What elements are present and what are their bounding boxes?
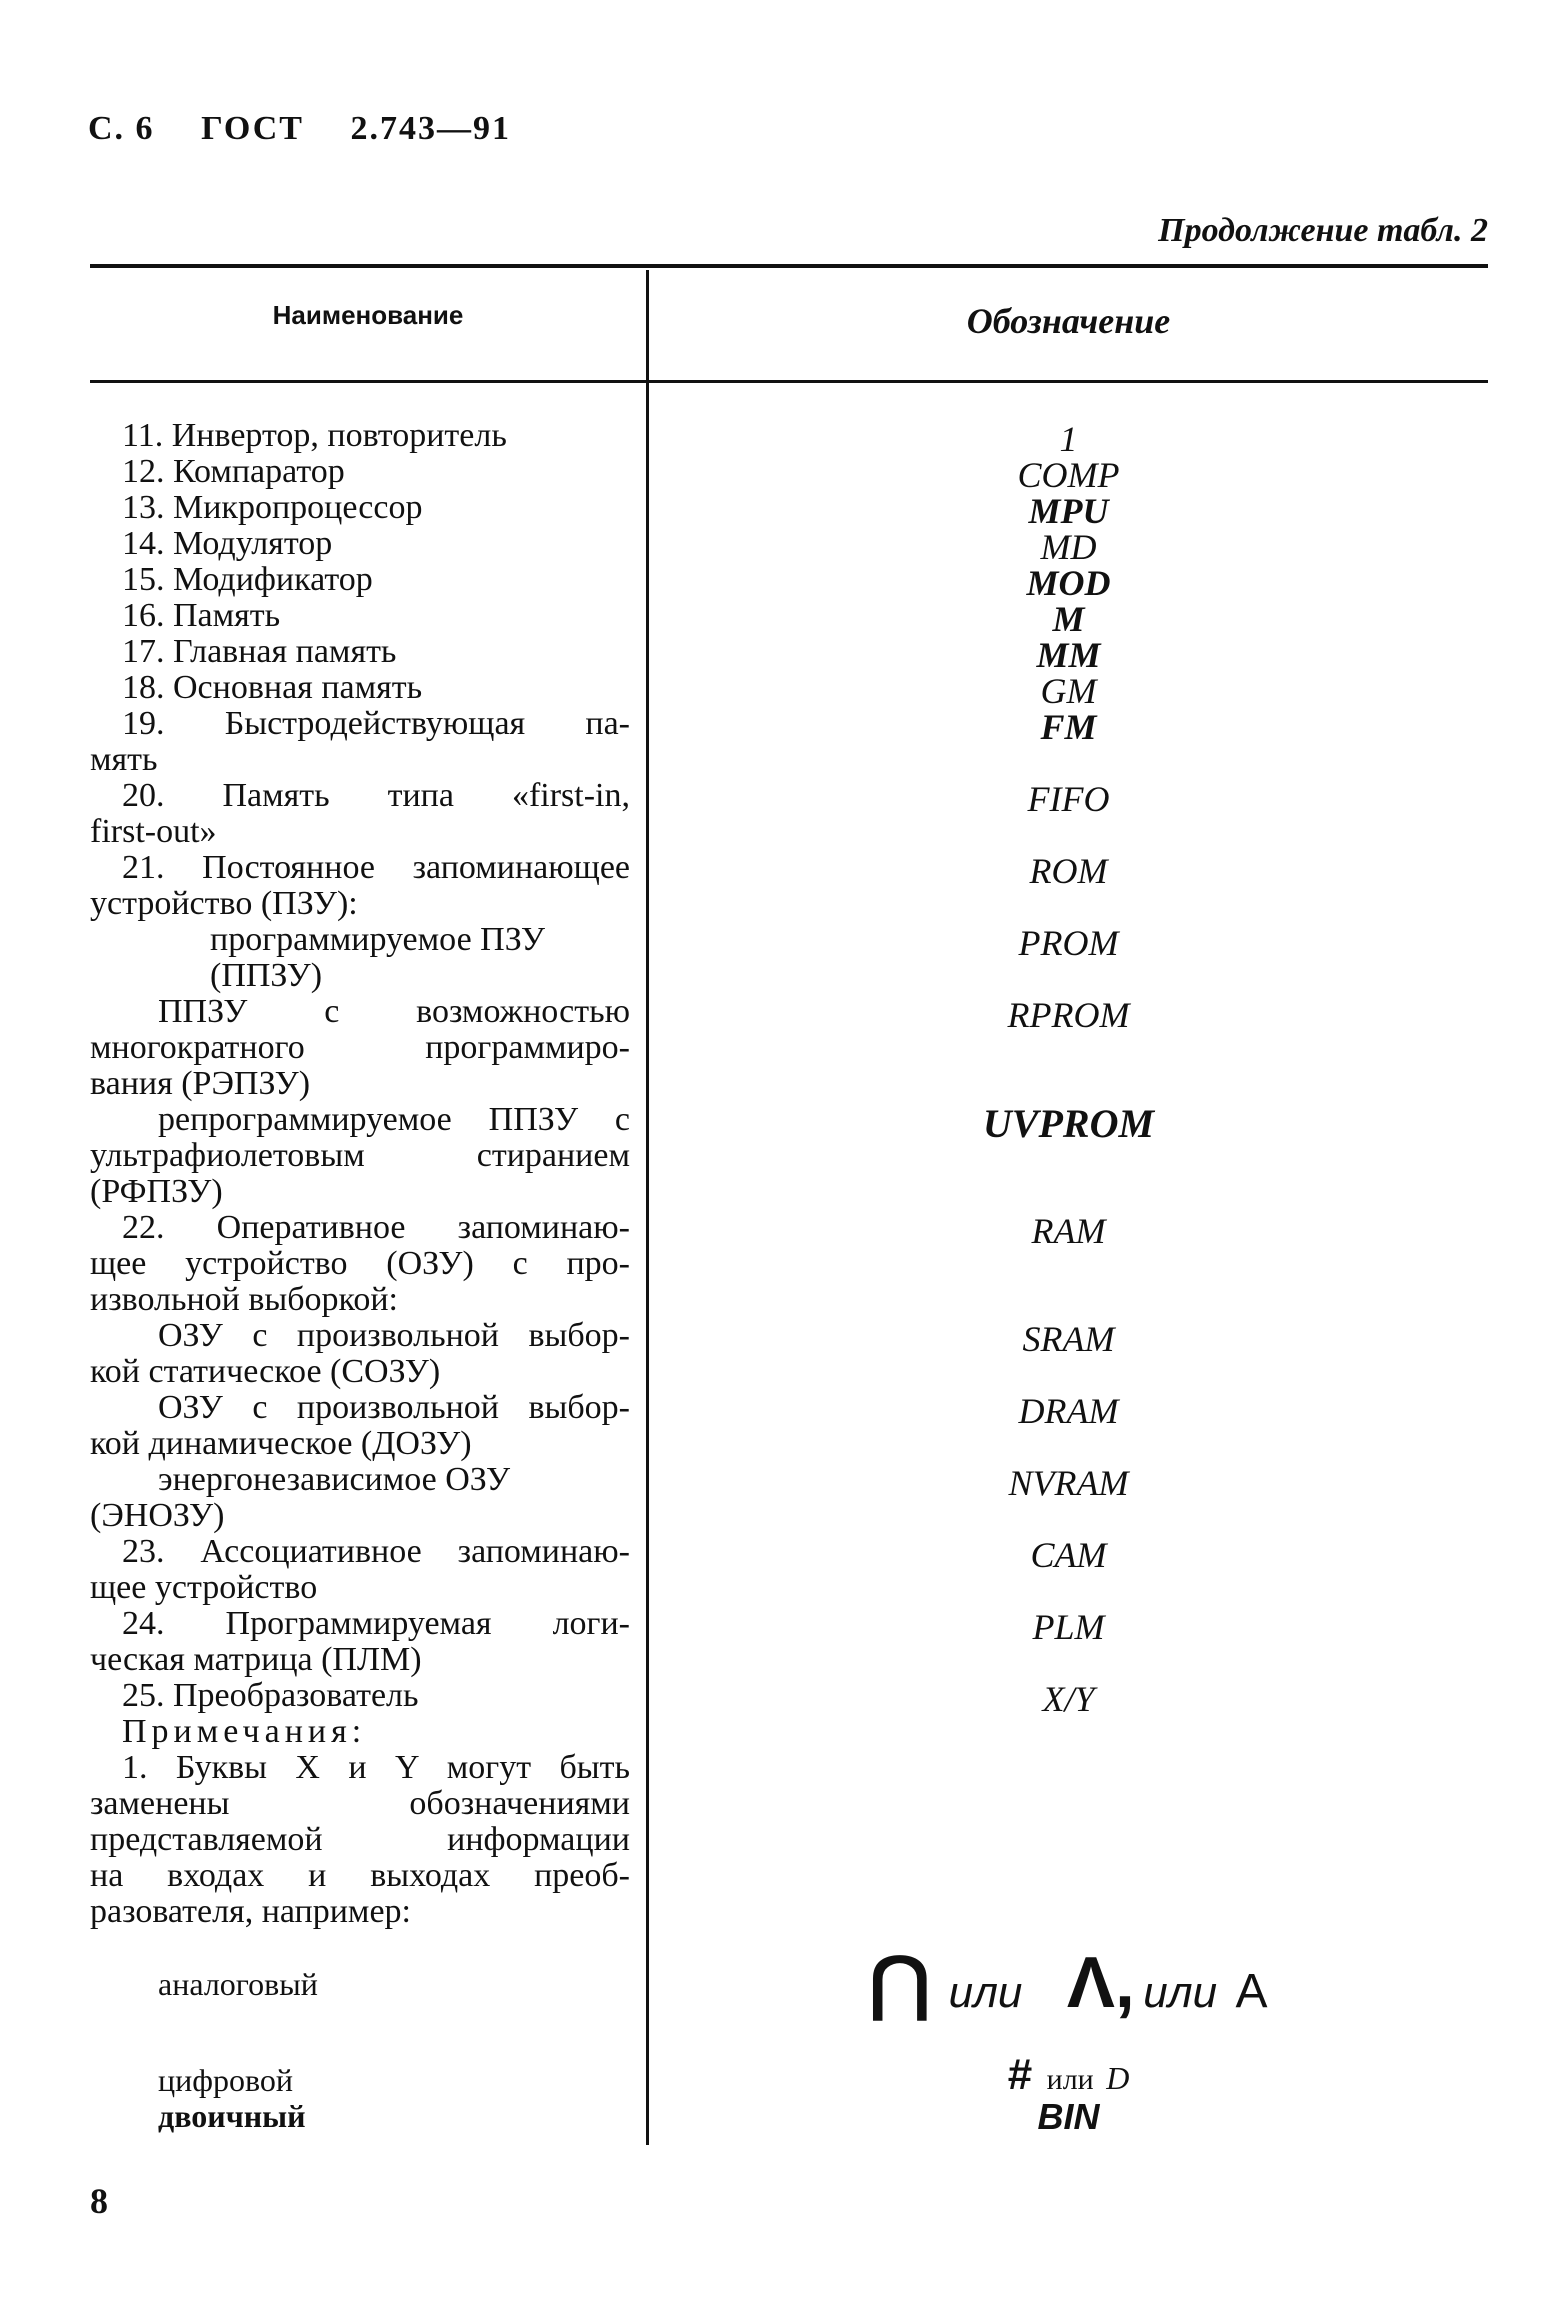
list-item-cont: кой динамическое (ДОЗУ): [90, 1425, 472, 1462]
list-item: 17. Главная память: [122, 633, 397, 670]
list-item: 16. Память: [122, 597, 281, 634]
list-item-cont: кой статическое (СОЗУ): [90, 1353, 441, 1390]
list-item-cont: (ППЗУ): [210, 957, 323, 994]
symbol-cell: RAM: [1031, 1211, 1106, 1251]
list-item-cont: вания (РЭПЗУ): [90, 1065, 311, 1102]
list-item: 15. Модификатор: [122, 561, 373, 598]
note-line: на входах и выходах преоб-: [90, 1857, 630, 1894]
list-item-cont: ультрафиолетовым стиранием: [90, 1137, 630, 1174]
list-item: 22. Оперативное запоминаю-: [122, 1209, 630, 1246]
notes-heading: Примечания:: [122, 1713, 367, 1750]
list-item: энергонезависимое ОЗУ: [158, 1461, 511, 1498]
note-line: разователя, например:: [90, 1893, 411, 1930]
symbol-cell: MD: [1040, 527, 1097, 567]
list-item-cont: щее устройство (ОЗУ) с про-: [90, 1245, 630, 1282]
column-header-symbol: Обозначение: [966, 301, 1171, 341]
symbol-cell: 1: [1059, 419, 1078, 459]
list-item: 11. Инвертор, повторитель: [122, 417, 507, 454]
note-line: представляемой информации: [90, 1821, 630, 1858]
standard-number: 2.743—91: [350, 110, 511, 147]
list-item: 20. Память типа «first-in,: [122, 777, 630, 814]
symbol-cell: ROM: [1029, 851, 1108, 891]
symbol-cell: SRAM: [1022, 1319, 1115, 1359]
binary-label: двоичный: [158, 2098, 306, 2134]
analog-cap-icon: ⋂: [869, 1943, 931, 2023]
list-item: 25. Преобразователь: [122, 1677, 419, 1714]
digital-symbols: [649, 2050, 1488, 2100]
list-item: 18. Основная память: [122, 669, 423, 706]
standard-label: ГОСТ: [201, 110, 304, 147]
analog-letter: A: [1235, 1965, 1268, 2018]
list-item-cont: устройство (ПЗУ):: [90, 885, 358, 922]
list-item: 13. Микропроцессор: [122, 489, 423, 526]
list-item: 14. Модулятор: [122, 525, 333, 562]
analog-label: аналоговый: [158, 1966, 318, 2002]
analog-wedge-icon: Λ,: [1066, 1943, 1135, 2023]
symbol-cell: FM: [1040, 707, 1097, 747]
symbol-cell: NVRAM: [1008, 1463, 1129, 1503]
list-item: 24. Программируемая логи-: [122, 1605, 630, 1642]
symbol-cell: FIFO: [1027, 779, 1110, 819]
symbol-cell: PLM: [1032, 1607, 1105, 1647]
list-item-cont: извольной выборкой:: [90, 1281, 398, 1318]
note-line: 1. Буквы X и Y могут быть: [122, 1749, 630, 1786]
list-item-cont: щее устройство: [90, 1569, 318, 1606]
symbol-cell: MOD: [1026, 563, 1111, 603]
list-item: 19. Быстродействующая па-: [122, 705, 630, 742]
list-item: ОЗУ с произвольной выбор-: [158, 1317, 630, 1354]
symbol-cell: CAM: [1030, 1535, 1107, 1575]
symbol-cell: MM: [1036, 635, 1101, 675]
or-text: или: [1046, 2063, 1094, 2096]
list-item: 23. Ассоциативное запоминаю-: [122, 1533, 630, 1570]
list-item-cont: многократного программиро-: [90, 1029, 630, 1066]
list-item: ОЗУ с произвольной выбор-: [158, 1389, 630, 1426]
names-column: [90, 418, 630, 1930]
table-top-rule: [90, 264, 1488, 268]
column-header-name: Наименование: [272, 300, 464, 330]
digital-letter: D: [1106, 2060, 1130, 2096]
symbol-cell: MPU: [1028, 491, 1109, 531]
page-label: С. 6: [88, 110, 155, 147]
or-text: или: [948, 1968, 1023, 2017]
binary-symbol: BIN: [1037, 2096, 1100, 2137]
list-item-cont: мять: [90, 741, 158, 778]
or-text: или: [1143, 1968, 1218, 2017]
page-header: [88, 110, 547, 148]
table-continuation-caption: Продолжение табл. 2: [1158, 212, 1488, 249]
list-item-cont: (ЭНОЗУ): [90, 1497, 225, 1534]
list-item: 12. Компаратор: [122, 453, 345, 490]
list-item: ППЗУ с возможностью: [158, 993, 630, 1030]
symbol-cell: X/Y: [1042, 1679, 1095, 1719]
analog-symbols: [649, 1940, 1488, 2024]
list-item: программируемое ПЗУ: [210, 921, 545, 958]
list-item-cont: ческая матрица (ПЛМ): [90, 1641, 422, 1678]
list-item: репрограммируемое ППЗУ с: [158, 1101, 630, 1138]
symbol-cell: PROM: [1018, 923, 1119, 963]
symbol-cell: UVPROM: [982, 1101, 1155, 1146]
symbol-cell: RPROM: [1007, 995, 1130, 1035]
symbol-cell: GM: [1040, 671, 1097, 711]
symbol-cell: COMP: [1017, 455, 1120, 495]
digital-label: цифровой: [158, 2062, 293, 2098]
list-item-cont: (РФПЗУ): [90, 1173, 223, 1210]
symbol-cell: M: [1052, 599, 1085, 639]
symbol-cell: DRAM: [1018, 1391, 1119, 1431]
table-header-rule: [90, 380, 1488, 383]
hash-icon: #: [1007, 2050, 1033, 2099]
list-item-cont: first-out»: [90, 813, 217, 850]
list-item: 21. Постоянное запоминающее: [122, 849, 630, 886]
note-line: заменены обозначениями: [90, 1785, 630, 1822]
page-number: 8: [90, 2181, 108, 2221]
